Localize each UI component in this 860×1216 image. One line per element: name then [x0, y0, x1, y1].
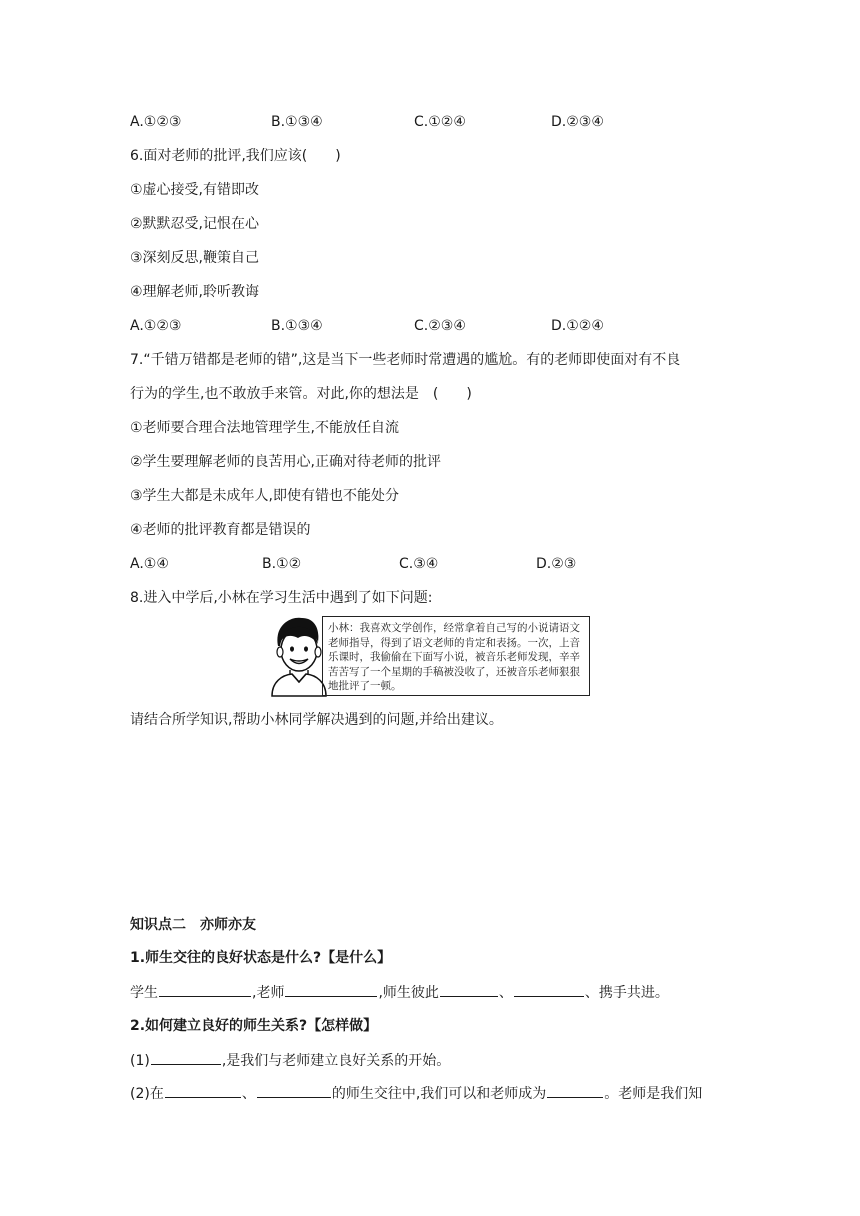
q7-option-c: C.③④ [399, 556, 439, 572]
section2-q2-line2 [130, 1083, 702, 1104]
q8-prompt: 请结合所学知识,帮助小林同学解决遇到的问题,并给出建议。 [130, 712, 503, 728]
fill-text: 、 [241, 1086, 256, 1102]
answer-blank[interactable] [547, 1083, 603, 1098]
q7-option-b: B.①② [262, 556, 302, 572]
q7-stem-line2: 行为的学生,也不敢放手来管。对此,你的想法是 ( ) [130, 386, 472, 402]
q8-stem: 8.进入中学后,小林在学习生活中遇到了如下问题: [130, 590, 433, 606]
q7-item-1: ①老师要合理合法地管理学生,不能放任自流 [130, 420, 399, 436]
fill-text: (1) [130, 1053, 150, 1069]
q7-item-4: ④老师的批评教育都是错误的 [130, 522, 311, 538]
fill-text: 的师生交往中,我们可以和老师成为 [331, 1086, 547, 1102]
section2-q2-line1 [130, 1050, 450, 1071]
q6-stem: 6.面对老师的批评,我们应该( ) [130, 148, 341, 164]
q7-option-a: A.①④ [130, 556, 169, 572]
answer-blank[interactable] [514, 982, 584, 997]
answer-blank[interactable] [257, 1083, 331, 1098]
q6-item-2: ②默默忍受,记恨在心 [130, 216, 260, 232]
q6-option-c: C.②③④ [414, 318, 466, 334]
fill-text: (2)在 [130, 1086, 164, 1102]
fill-text: 、携手共进。 [584, 985, 669, 1001]
q6-item-1: ①虚心接受,有错即改 [130, 182, 260, 198]
answer-blank[interactable] [151, 1050, 221, 1065]
answer-blank[interactable] [165, 1083, 241, 1098]
q6-item-4: ④理解老师,聆听教诲 [130, 284, 260, 300]
fill-text: 学生 [130, 985, 158, 1001]
student-cartoon-icon [268, 612, 328, 698]
q5-option-a: A.①②③ [130, 114, 182, 130]
section2-q1-answer-line [130, 982, 669, 1003]
q7-item-2: ②学生要理解老师的良苦用心,正确对待老师的批评 [130, 454, 441, 470]
fill-text: ,是我们与老师建立良好关系的开始。 [221, 1053, 451, 1069]
fill-text: 、 [498, 985, 513, 1001]
answer-blank[interactable] [440, 982, 498, 997]
q7-item-3: ③学生大都是未成年人,即使有错也不能处分 [130, 488, 399, 504]
q6-option-d: D.①②④ [551, 318, 604, 334]
fill-text: ,师生彼此 [378, 985, 439, 1001]
answer-blank[interactable] [285, 982, 377, 997]
q6-option-a: A.①②③ [130, 318, 182, 334]
fill-text: 。老师是我们知 [604, 1086, 703, 1102]
section-heading: 知识点二 亦师亦友 [130, 917, 256, 933]
section2-q2: 2.如何建立良好的师生关系?【怎样做】 [130, 1018, 378, 1034]
answer-blank[interactable] [159, 982, 251, 997]
speech-bubble: 小林：我喜欢文学创作，经常拿着自己写的小说请语文老师指导，得到了语文老师的肯定和表扬。一次，上音乐课时，我偷偷在下面写小说，被音乐老师发现，辛辛苦苦写了一个星期的手稿被没收了，还被音乐老师狠狠地批评了一顿。 [322, 616, 590, 696]
q5-option-b: B.①③④ [271, 114, 323, 130]
q6-item-3: ③深刻反思,鞭策自己 [130, 250, 260, 266]
q8-illustration [268, 612, 594, 698]
fill-text: ,老师 [252, 985, 285, 1001]
q6-option-b: B.①③④ [271, 318, 323, 334]
q7-option-d: D.②③ [536, 556, 577, 572]
q5-option-c: C.①②④ [414, 114, 466, 130]
q5-option-d: D.②③④ [551, 114, 604, 130]
q7-stem-line1: 7.“千错万错都是老师的错”,这是当下一些老师时常遭遇的尴尬。有的老师即使面对有不良 [130, 352, 681, 368]
section2-q1: 1.师生交往的良好状态是什么?【是什么】 [130, 950, 392, 966]
